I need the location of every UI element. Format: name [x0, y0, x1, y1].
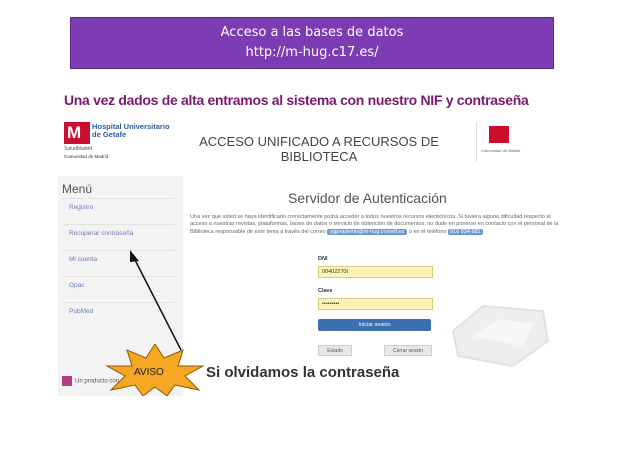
- contact-email-link[interactable]: pgprademn@m-hug.comelf.es: [327, 229, 407, 235]
- instructions-text: Una vez que usted se haya identificado correctamente podrá acceder a todos nuestros recursos electrónicos. Si tuviera alguna dificultad respecto al acceso a nuestras revistas, plataformas, bases de datos o servicio de obtención de documentos, no dude en ponerse en contacto con el personal de la Biblioteca responsable de este tema a través del correo: [190, 214, 559, 235]
- sidebar-item-registro[interactable]: Registro: [63, 198, 175, 221]
- logo-subtext: SaludMadrid: [64, 146, 93, 152]
- contact-phone: 916 834 681: [450, 228, 481, 235]
- sidebar-item-pubmed[interactable]: PubMed: [63, 302, 175, 325]
- menu-title: Menú: [62, 182, 93, 196]
- page-header-title: ACCESO UNIFICADO A RECURSOS DE BIBLIOTECA: [199, 134, 439, 164]
- auth-server-title: Servidor de Autenticación: [288, 190, 447, 206]
- banner-url: http://m-hug.c17.es/: [245, 45, 379, 60]
- dni-label: DNI: [318, 256, 328, 262]
- login-button[interactable]: Iniciar sesión: [318, 319, 431, 331]
- logout-button[interactable]: Cerrar sesión: [384, 345, 432, 356]
- community-logo-text: Comunidad de Madrid: [481, 148, 521, 153]
- password-field[interactable]: •••••••••: [318, 298, 433, 310]
- logo-line-2: de Getafe: [92, 130, 127, 139]
- sidebar-item-recuperar-contrasena[interactable]: Recuperar contraseña: [63, 224, 175, 247]
- instructions-text-2: o en el teléfono: [408, 228, 447, 235]
- logo-community: Comunidad de Madrid: [64, 154, 109, 159]
- sidebar-item-opac[interactable]: Opac: [63, 276, 175, 299]
- status-button[interactable]: Estado: [318, 345, 352, 356]
- dni-field[interactable]: 00402270t: [318, 266, 433, 278]
- banner-line-1: Acceso a las bases de datos: [220, 25, 404, 40]
- footer-text: Un producto con: [75, 378, 120, 385]
- instruction-text: Una vez dados de alta entramos al sistema con nuestro NIF y contraseña: [64, 92, 529, 108]
- clave-label: Clave: [318, 288, 333, 294]
- sidebar-item-mi-cuenta[interactable]: Mi cuenta: [63, 250, 175, 273]
- logo-line-1: Hospital Universitario: [92, 122, 170, 131]
- forgot-password-note: Si olvidamos la contraseña: [206, 364, 400, 381]
- aviso-label: AVISO: [134, 367, 164, 378]
